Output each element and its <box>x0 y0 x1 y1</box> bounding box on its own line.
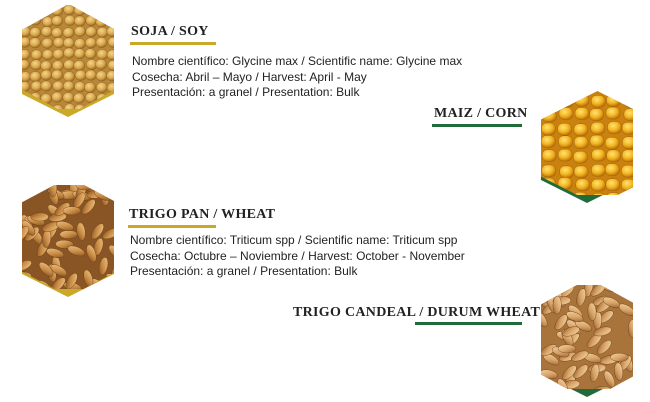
product-title: TRIGO PAN / WHEAT <box>129 207 276 222</box>
wheat-image <box>22 185 114 289</box>
scientific-name-text: Nombre científico: Glycine max / Scientific name: Glycine max <box>132 54 463 68</box>
title-underline <box>415 322 522 325</box>
presentation-text: Presentación: a granel / Presentation: Bulk <box>130 264 358 278</box>
scientific-name-text: Nombre científico: Triticum spp / Scientific name: Triticum spp <box>130 233 458 247</box>
title-spanish: TRIGO CANDEAL / <box>293 305 428 320</box>
product-details <box>132 54 462 101</box>
title-underline <box>128 225 216 228</box>
title-underline <box>432 124 522 127</box>
product-details <box>130 233 465 280</box>
title-english: DURUM WHEAT <box>427 305 541 320</box>
title-underline <box>130 42 216 45</box>
product-title: MAIZ / CORN <box>434 106 528 121</box>
harvest-text: Cosecha: Octubre – Noviembre / Harvest: October - November <box>130 248 465 263</box>
soybeans-image <box>22 5 114 109</box>
corn-image <box>541 91 633 195</box>
presentation-text: Presentación: a granel / Presentation: Bulk <box>132 85 360 99</box>
durum-wheat-image <box>541 285 633 389</box>
harvest-text: Cosecha: Abril – Mayo / Harvest: April - May <box>132 69 367 84</box>
product-title: SOJA / SOY <box>131 24 209 39</box>
product-title <box>293 305 540 321</box>
